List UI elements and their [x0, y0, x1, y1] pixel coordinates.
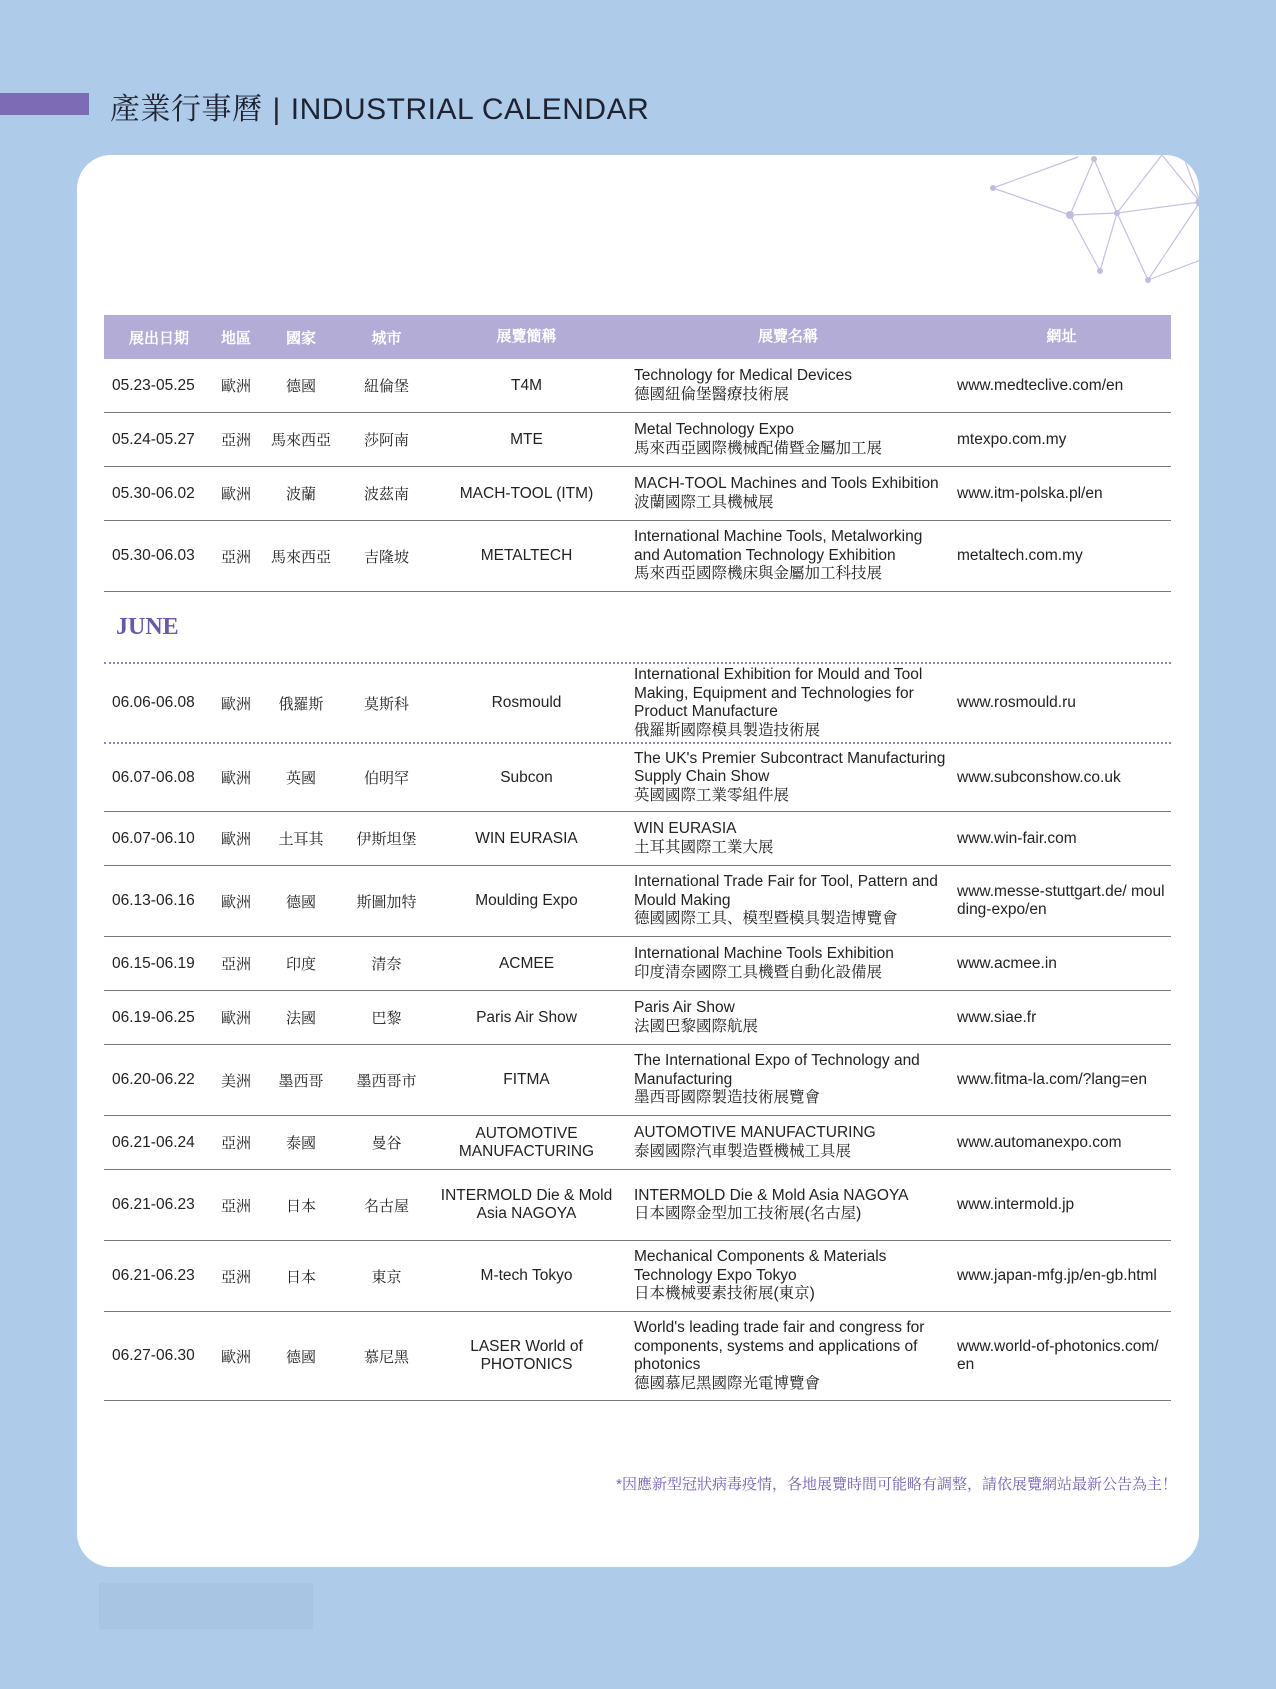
- row-abbreviation: Rosmould: [491, 694, 562, 711]
- row-country: 德國: [285, 378, 316, 395]
- table-row: [104, 1241, 1171, 1312]
- row-date: 06.15-06.19: [112, 954, 195, 972]
- row-name-en: INTERMOLD Die & Mold Asia NAGOYA: [634, 1186, 909, 1204]
- row-exhibition-name: [624, 1248, 952, 1304]
- row-name-zh: 德國慕尼黑國際光電博覽會: [634, 1374, 821, 1392]
- column-header-abbreviation: 展覽簡稱: [496, 328, 557, 345]
- row-country: 土耳其: [278, 831, 324, 848]
- column-header-city: 城市: [371, 329, 402, 347]
- row-region: 亞洲: [220, 432, 251, 449]
- row-country: 波蘭: [285, 486, 316, 503]
- month-label: JUNE: [116, 613, 179, 640]
- row-date: 06.19-06.25: [112, 1008, 195, 1026]
- row-website-link[interactable]: www.japan-mfg.jp/en-gb.html: [957, 1267, 1157, 1284]
- table-row: [104, 1312, 1171, 1401]
- footer-placeholder: [99, 1583, 313, 1629]
- row-region: 歐洲: [220, 695, 251, 713]
- table-row: [104, 937, 1171, 991]
- row-name-en: International Exhibition for Mould and Tool Making, Equipment and Technologies for Product Manufacture: [634, 666, 923, 720]
- row-name-zh: 英國國際工業零組件展: [634, 786, 790, 804]
- row-region: 歐洲: [220, 893, 251, 911]
- may-rows: [104, 359, 1171, 592]
- row-exhibition-name: [624, 666, 952, 740]
- accent-bar: [0, 93, 89, 115]
- row-city: 曼谷: [371, 1135, 402, 1152]
- row-date: 06.13-06.16: [112, 892, 195, 909]
- row-exhibition-name: [624, 1052, 952, 1108]
- row-website-link[interactable]: www.rosmould.ru: [957, 694, 1076, 711]
- column-header-website: 網址: [1046, 328, 1077, 345]
- row-website-link[interactable]: www.automanexpo.com: [957, 1133, 1122, 1151]
- row-website-link[interactable]: www.fitma-la.com/?lang=en: [957, 1071, 1147, 1088]
- row-name-en: Paris Air Show: [634, 999, 735, 1016]
- row-exhibition-name: [624, 1124, 952, 1161]
- row-city: 莫斯科: [363, 695, 409, 713]
- row-city: 吉隆坡: [363, 548, 409, 566]
- row-region: 亞洲: [220, 1197, 251, 1215]
- row-abbreviation: MACH-TOOL (ITM): [459, 484, 594, 502]
- row-name-en: Technology for Medical Devices: [634, 367, 852, 384]
- row-region: 亞洲: [220, 1135, 251, 1152]
- row-exhibition-name: [624, 528, 952, 584]
- row-region: 美洲: [220, 1072, 251, 1090]
- row-exhibition-name: [624, 820, 952, 857]
- row-abbreviation: T4M: [511, 376, 542, 394]
- row-name-en: AUTOMOTIVE MANUFACTURING: [634, 1124, 876, 1141]
- row-name-en: Mechanical Components & Materials Technology Expo Tokyo: [634, 1248, 887, 1284]
- row-date: 06.21-06.23: [112, 1196, 195, 1213]
- row-region: 歐洲: [220, 1348, 251, 1366]
- row-date: 05.23-05.25: [112, 376, 195, 394]
- row-date: 06.21-06.24: [112, 1133, 195, 1151]
- column-header-region: 地區: [220, 329, 251, 347]
- row-date: 06.07-06.10: [112, 829, 195, 847]
- row-name-en: International Machine Tools Exhibition: [634, 945, 894, 962]
- row-name-en: International Trade Fair for Tool, Pattern and Mould Making: [634, 873, 938, 909]
- column-header-date: 展出日期: [128, 329, 189, 347]
- row-name-en: WIN EURASIA: [634, 820, 737, 837]
- row-name-zh: 日本國際金型加工技術展(名古屋): [634, 1205, 862, 1222]
- row-website-link[interactable]: www.world-of-photonics.com/ en: [957, 1338, 1159, 1373]
- row-abbreviation: Moulding Expo: [475, 892, 578, 909]
- row-region: 歐洲: [220, 1010, 251, 1027]
- table-row: [104, 866, 1171, 937]
- row-country: 英國: [285, 770, 316, 787]
- row-abbreviation: INTERMOLD Die & Mold Asia NAGOYA: [440, 1187, 613, 1222]
- row-website-link[interactable]: www.siae.fr: [957, 1008, 1037, 1026]
- row-city: 墨西哥市: [356, 1072, 417, 1090]
- row-website-link[interactable]: www.messe-stuttgart.de/ moulding-expo/en: [957, 883, 1165, 918]
- row-name-zh: 馬來西亞國際機械配備暨金屬加工展: [634, 439, 883, 457]
- row-country: 日本: [285, 1197, 316, 1215]
- row-region: 歐洲: [220, 378, 251, 395]
- column-header-name: 展覽名稱: [757, 327, 818, 345]
- row-website-link[interactable]: mtexpo.com.my: [957, 430, 1067, 448]
- row-abbreviation: ACMEE: [498, 954, 555, 972]
- row-abbreviation: M-tech Tokyo: [480, 1267, 573, 1284]
- row-country: 德國: [285, 893, 316, 911]
- june-rows: [104, 664, 1171, 1401]
- row-city: 紐倫堡: [363, 378, 409, 395]
- page-title: [110, 84, 649, 128]
- footnote: *因應新型冠狀病毒疫情，各地展覽時間可能略有調整，請依展覽網站最新公告為主！: [616, 1476, 1177, 1493]
- row-name-en: The UK's Premier Subcontract Manufacturing Supply Chain Show: [634, 749, 946, 786]
- row-city: 東京: [371, 1268, 402, 1286]
- row-exhibition-name: [624, 999, 952, 1036]
- row-exhibition-name: [624, 421, 952, 458]
- row-country: 法國: [285, 1010, 316, 1027]
- exhibition-table: [104, 315, 1171, 1401]
- row-country: 俄羅斯: [278, 695, 324, 713]
- row-date: 06.27-06.30: [112, 1347, 195, 1364]
- calendar-card: [77, 155, 1199, 1567]
- table-row: [104, 413, 1171, 467]
- row-website-link[interactable]: www.intermold.jp: [957, 1196, 1075, 1213]
- row-date: 06.21-06.23: [112, 1267, 195, 1284]
- row-name-zh: 印度清奈國際工具機暨自動化設備展: [634, 963, 883, 981]
- table-row: [104, 744, 1171, 812]
- row-exhibition-name: [624, 873, 952, 929]
- table-row: [104, 359, 1171, 413]
- table-row: [104, 521, 1171, 592]
- row-abbreviation: Subcon: [500, 768, 553, 786]
- row-website-link[interactable]: www.acmee.in: [957, 954, 1057, 972]
- page-title-zh: 產業行事曆: [110, 93, 263, 126]
- row-name-zh: 俄羅斯國際模具製造技術展: [634, 721, 821, 739]
- row-abbreviation: WIN EURASIA: [475, 829, 578, 847]
- row-name-en: International Machine Tools, Metalworking and Automation Technology Exhibition: [634, 528, 923, 564]
- row-abbreviation: MTE: [510, 430, 543, 448]
- row-city: 伊斯坦堡: [356, 831, 417, 848]
- row-region: 歐洲: [220, 770, 251, 787]
- row-country: 泰國: [285, 1135, 316, 1152]
- row-date: 06.07-06.08: [112, 768, 195, 786]
- row-name-zh: 土耳其國際工業大展: [634, 838, 774, 856]
- row-abbreviation: AUTOMOTIVE MANUFACTURING: [458, 1124, 595, 1160]
- row-website-link[interactable]: www.itm-polska.pl/en: [957, 484, 1103, 502]
- row-exhibition-name: [624, 1319, 952, 1393]
- row-region: 歐洲: [220, 486, 251, 503]
- row-country: 馬來西亞: [270, 432, 331, 449]
- row-country: 日本: [285, 1268, 316, 1286]
- row-date: 05.24-05.27: [112, 430, 195, 448]
- row-abbreviation: FITMA: [503, 1071, 550, 1088]
- table-row: [104, 991, 1171, 1045]
- row-date: 05.30-06.02: [112, 484, 195, 502]
- row-abbreviation: Paris Air Show: [476, 1008, 577, 1026]
- month-divider: [104, 592, 1171, 664]
- network-decoration: [959, 155, 1199, 285]
- page-title-en: INDUSTRIAL CALENDAR: [290, 93, 650, 126]
- row-country: 德國: [285, 1348, 316, 1366]
- row-country: 馬來西亞: [270, 548, 331, 566]
- table-row: [104, 1170, 1171, 1241]
- row-exhibition-name: [624, 367, 952, 404]
- table-row: [104, 1116, 1171, 1170]
- row-name-en: The International Expo of Technology and Manufacturing: [634, 1052, 920, 1088]
- row-name-zh: 泰國國際汽車製造暨機械工具展: [634, 1142, 852, 1160]
- row-city: 斯圖加特: [356, 893, 417, 911]
- row-website-link[interactable]: www.subconshow.co.uk: [957, 768, 1121, 786]
- row-date: 06.06-06.08: [112, 694, 195, 711]
- row-name-zh: 德國紐倫堡醫療技術展: [634, 385, 790, 403]
- row-date: 05.30-06.03: [112, 547, 195, 564]
- row-exhibition-name: [624, 475, 952, 512]
- row-exhibition-name: [624, 1187, 952, 1224]
- row-date: 06.20-06.22: [112, 1071, 195, 1088]
- row-name-zh: 日本機械要素技術展(東京): [634, 1285, 815, 1303]
- row-region: 亞洲: [220, 1268, 251, 1286]
- page-title-separator: |: [272, 93, 281, 126]
- table-header: [104, 315, 1171, 359]
- row-city: 莎阿南: [363, 432, 409, 449]
- row-region: 亞洲: [220, 956, 251, 973]
- row-city: 伯明罕: [363, 770, 409, 787]
- table-row: [104, 664, 1171, 744]
- row-name-zh: 波蘭國際工具機械展: [634, 493, 774, 511]
- row-name-zh: 墨西哥國際製造技術展覽會: [634, 1089, 821, 1107]
- row-website-link[interactable]: www.win-fair.com: [957, 829, 1077, 847]
- table-row: [104, 467, 1171, 521]
- row-abbreviation: METALTECH: [480, 547, 573, 564]
- row-name-en: Metal Technology Expo: [634, 421, 794, 438]
- row-exhibition-name: [624, 945, 952, 982]
- table-row: [104, 1045, 1171, 1116]
- row-abbreviation: LASER World of PHOTONICS: [470, 1338, 583, 1373]
- row-country: 印度: [285, 956, 316, 973]
- row-city: 巴黎: [371, 1010, 402, 1027]
- row-city: 慕尼黑: [363, 1348, 409, 1366]
- column-header-country: 國家: [285, 329, 316, 347]
- row-city: 名古屋: [363, 1197, 409, 1215]
- row-website-link[interactable]: www.medteclive.com/en: [957, 376, 1124, 394]
- row-name-zh: 馬來西亞國際機床與金屬加工科技展: [634, 565, 883, 583]
- row-name-en: World's leading trade fair and congress for components, systems and applications of photonics: [634, 1319, 925, 1373]
- row-name-zh: 德國國際工具、模型暨模具製造博覽會: [634, 910, 898, 928]
- row-region: 亞洲: [220, 548, 251, 566]
- row-city: 清奈: [371, 956, 402, 973]
- row-name-zh: 法國巴黎國際航展: [634, 1017, 759, 1035]
- row-name-en: MACH-TOOL Machines and Tools Exhibition: [634, 475, 939, 492]
- row-website-link[interactable]: metaltech.com.my: [957, 547, 1083, 564]
- row-country: 墨西哥: [278, 1072, 324, 1090]
- row-city: 波茲南: [363, 486, 409, 503]
- row-region: 歐洲: [220, 831, 251, 848]
- row-exhibition-name: [624, 750, 952, 806]
- table-row: [104, 812, 1171, 866]
